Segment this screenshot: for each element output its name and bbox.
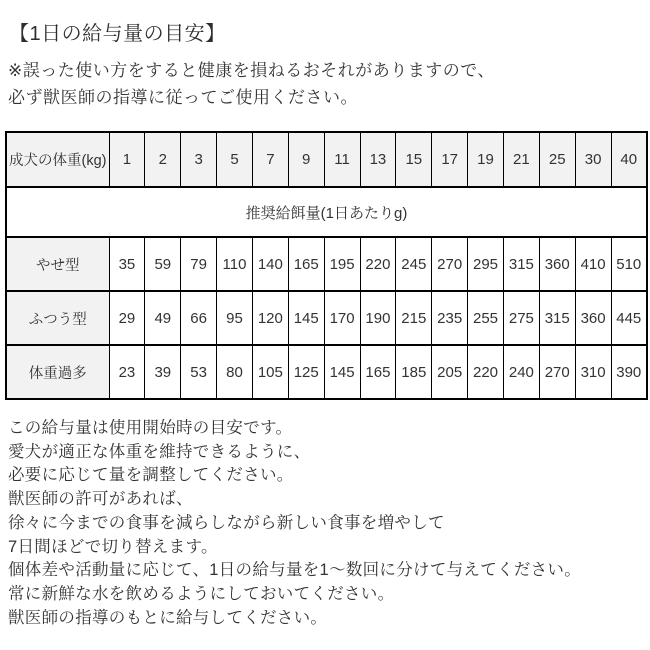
note-line-7: 個体差や活動量に応じて、1日の給与量を1～数回に分けて与えてください。 <box>8 561 582 580</box>
weight-header-row <box>6 132 647 187</box>
row-label-cell: 体重過多 <box>6 345 109 399</box>
weight-header-cell-40: 40 <box>611 132 647 187</box>
value-cell: 105 <box>252 345 288 399</box>
value-cell: 79 <box>181 237 217 291</box>
value-cell: 140 <box>252 237 288 291</box>
feeding-table <box>5 131 648 400</box>
value-cell: 145 <box>288 291 324 345</box>
row-label-cell: やせ型 <box>6 237 109 291</box>
value-cell: 310 <box>575 345 611 399</box>
table-row-2 <box>6 345 647 399</box>
value-cell: 185 <box>396 345 432 399</box>
value-cell: 245 <box>396 237 432 291</box>
weight-header-cell-21: 21 <box>503 132 539 187</box>
note-line-6: 7日間ほどで切り替えます。 <box>8 537 218 556</box>
page-title: 【1日の給与量の目安】 <box>9 23 226 45</box>
value-cell: 110 <box>217 237 253 291</box>
weight-header-cell-15: 15 <box>396 132 432 187</box>
value-cell: 49 <box>145 291 181 345</box>
table-row-0 <box>6 237 647 291</box>
value-cell: 255 <box>468 291 504 345</box>
subheader-row <box>6 187 647 237</box>
table-row-1 <box>6 291 647 345</box>
value-cell: 120 <box>252 291 288 345</box>
value-cell: 165 <box>288 237 324 291</box>
value-cell: 220 <box>360 237 396 291</box>
value-cell: 445 <box>611 291 647 345</box>
note-line-5: 徐々に今までの食事を減らしながら新しい食事を増やして <box>8 513 445 532</box>
value-cell: 235 <box>432 291 468 345</box>
value-cell: 360 <box>539 237 575 291</box>
note-line-8: 常に新鮮な水を飲めるようにしておいてください。 <box>8 584 395 603</box>
value-cell: 315 <box>503 237 539 291</box>
warning-text <box>8 57 495 111</box>
value-cell: 145 <box>324 345 360 399</box>
value-cell: 295 <box>468 237 504 291</box>
warning-line-1: ※誤った使い方をすると健康を損ねるおそれがありますので、 <box>8 61 495 80</box>
value-cell: 390 <box>611 345 647 399</box>
value-cell: 95 <box>217 291 253 345</box>
value-cell: 275 <box>503 291 539 345</box>
value-cell: 66 <box>181 291 217 345</box>
value-cell: 23 <box>109 345 145 399</box>
value-cell: 39 <box>145 345 181 399</box>
subheader-cell: 推奨給餌量(1日あたりg) <box>6 187 647 237</box>
weight-header-cell-1: 1 <box>109 132 145 187</box>
note-line-3: 必要に応じて量を調整してください。 <box>8 466 294 485</box>
value-cell: 170 <box>324 291 360 345</box>
feeding-table-body <box>6 132 647 399</box>
value-cell: 195 <box>324 237 360 291</box>
value-cell: 80 <box>217 345 253 399</box>
value-cell: 220 <box>468 345 504 399</box>
weight-header-cell-11: 11 <box>324 132 360 187</box>
value-cell: 270 <box>432 237 468 291</box>
value-cell: 53 <box>181 345 217 399</box>
weight-header-cell-19: 19 <box>468 132 504 187</box>
weight-header-cell-7: 7 <box>252 132 288 187</box>
value-cell: 510 <box>611 237 647 291</box>
note-line-1: この給与量は使用開始時の目安です。 <box>8 419 293 437</box>
note-line-2: 愛犬が適正な体重を維持できるように、 <box>8 442 311 461</box>
weight-header-cell-3: 3 <box>181 132 217 187</box>
note-line-9: 獣医師の指導のもとに給与してください。 <box>8 608 328 627</box>
value-cell: 29 <box>109 291 145 345</box>
weight-header-cell-25: 25 <box>539 132 575 187</box>
weight-header-cell-30: 30 <box>575 132 611 187</box>
corner-label-cell: 成犬の体重(kg) <box>6 132 109 187</box>
weight-header-cell-5: 5 <box>217 132 253 187</box>
value-cell: 205 <box>432 345 468 399</box>
weight-header-cell-13: 13 <box>360 132 396 187</box>
weight-header-cell-9: 9 <box>288 132 324 187</box>
row-label-cell: ふつう型 <box>6 291 109 345</box>
value-cell: 215 <box>396 291 432 345</box>
value-cell: 125 <box>288 345 324 399</box>
value-cell: 59 <box>145 237 181 291</box>
value-cell: 190 <box>360 291 396 345</box>
value-cell: 360 <box>575 291 611 345</box>
weight-header-cell-2: 2 <box>145 132 181 187</box>
feeding-notes <box>8 417 581 630</box>
weight-header-cell-17: 17 <box>432 132 468 187</box>
value-cell: 315 <box>539 291 575 345</box>
value-cell: 35 <box>109 237 145 291</box>
value-cell: 270 <box>539 345 575 399</box>
value-cell: 410 <box>575 237 611 291</box>
warning-line-2: 必ず獣医師の指導に従ってご使用ください。 <box>8 88 358 107</box>
value-cell: 240 <box>503 345 539 399</box>
note-line-4: 獣医師の許可があれば、 <box>8 490 193 509</box>
value-cell: 165 <box>360 345 396 399</box>
